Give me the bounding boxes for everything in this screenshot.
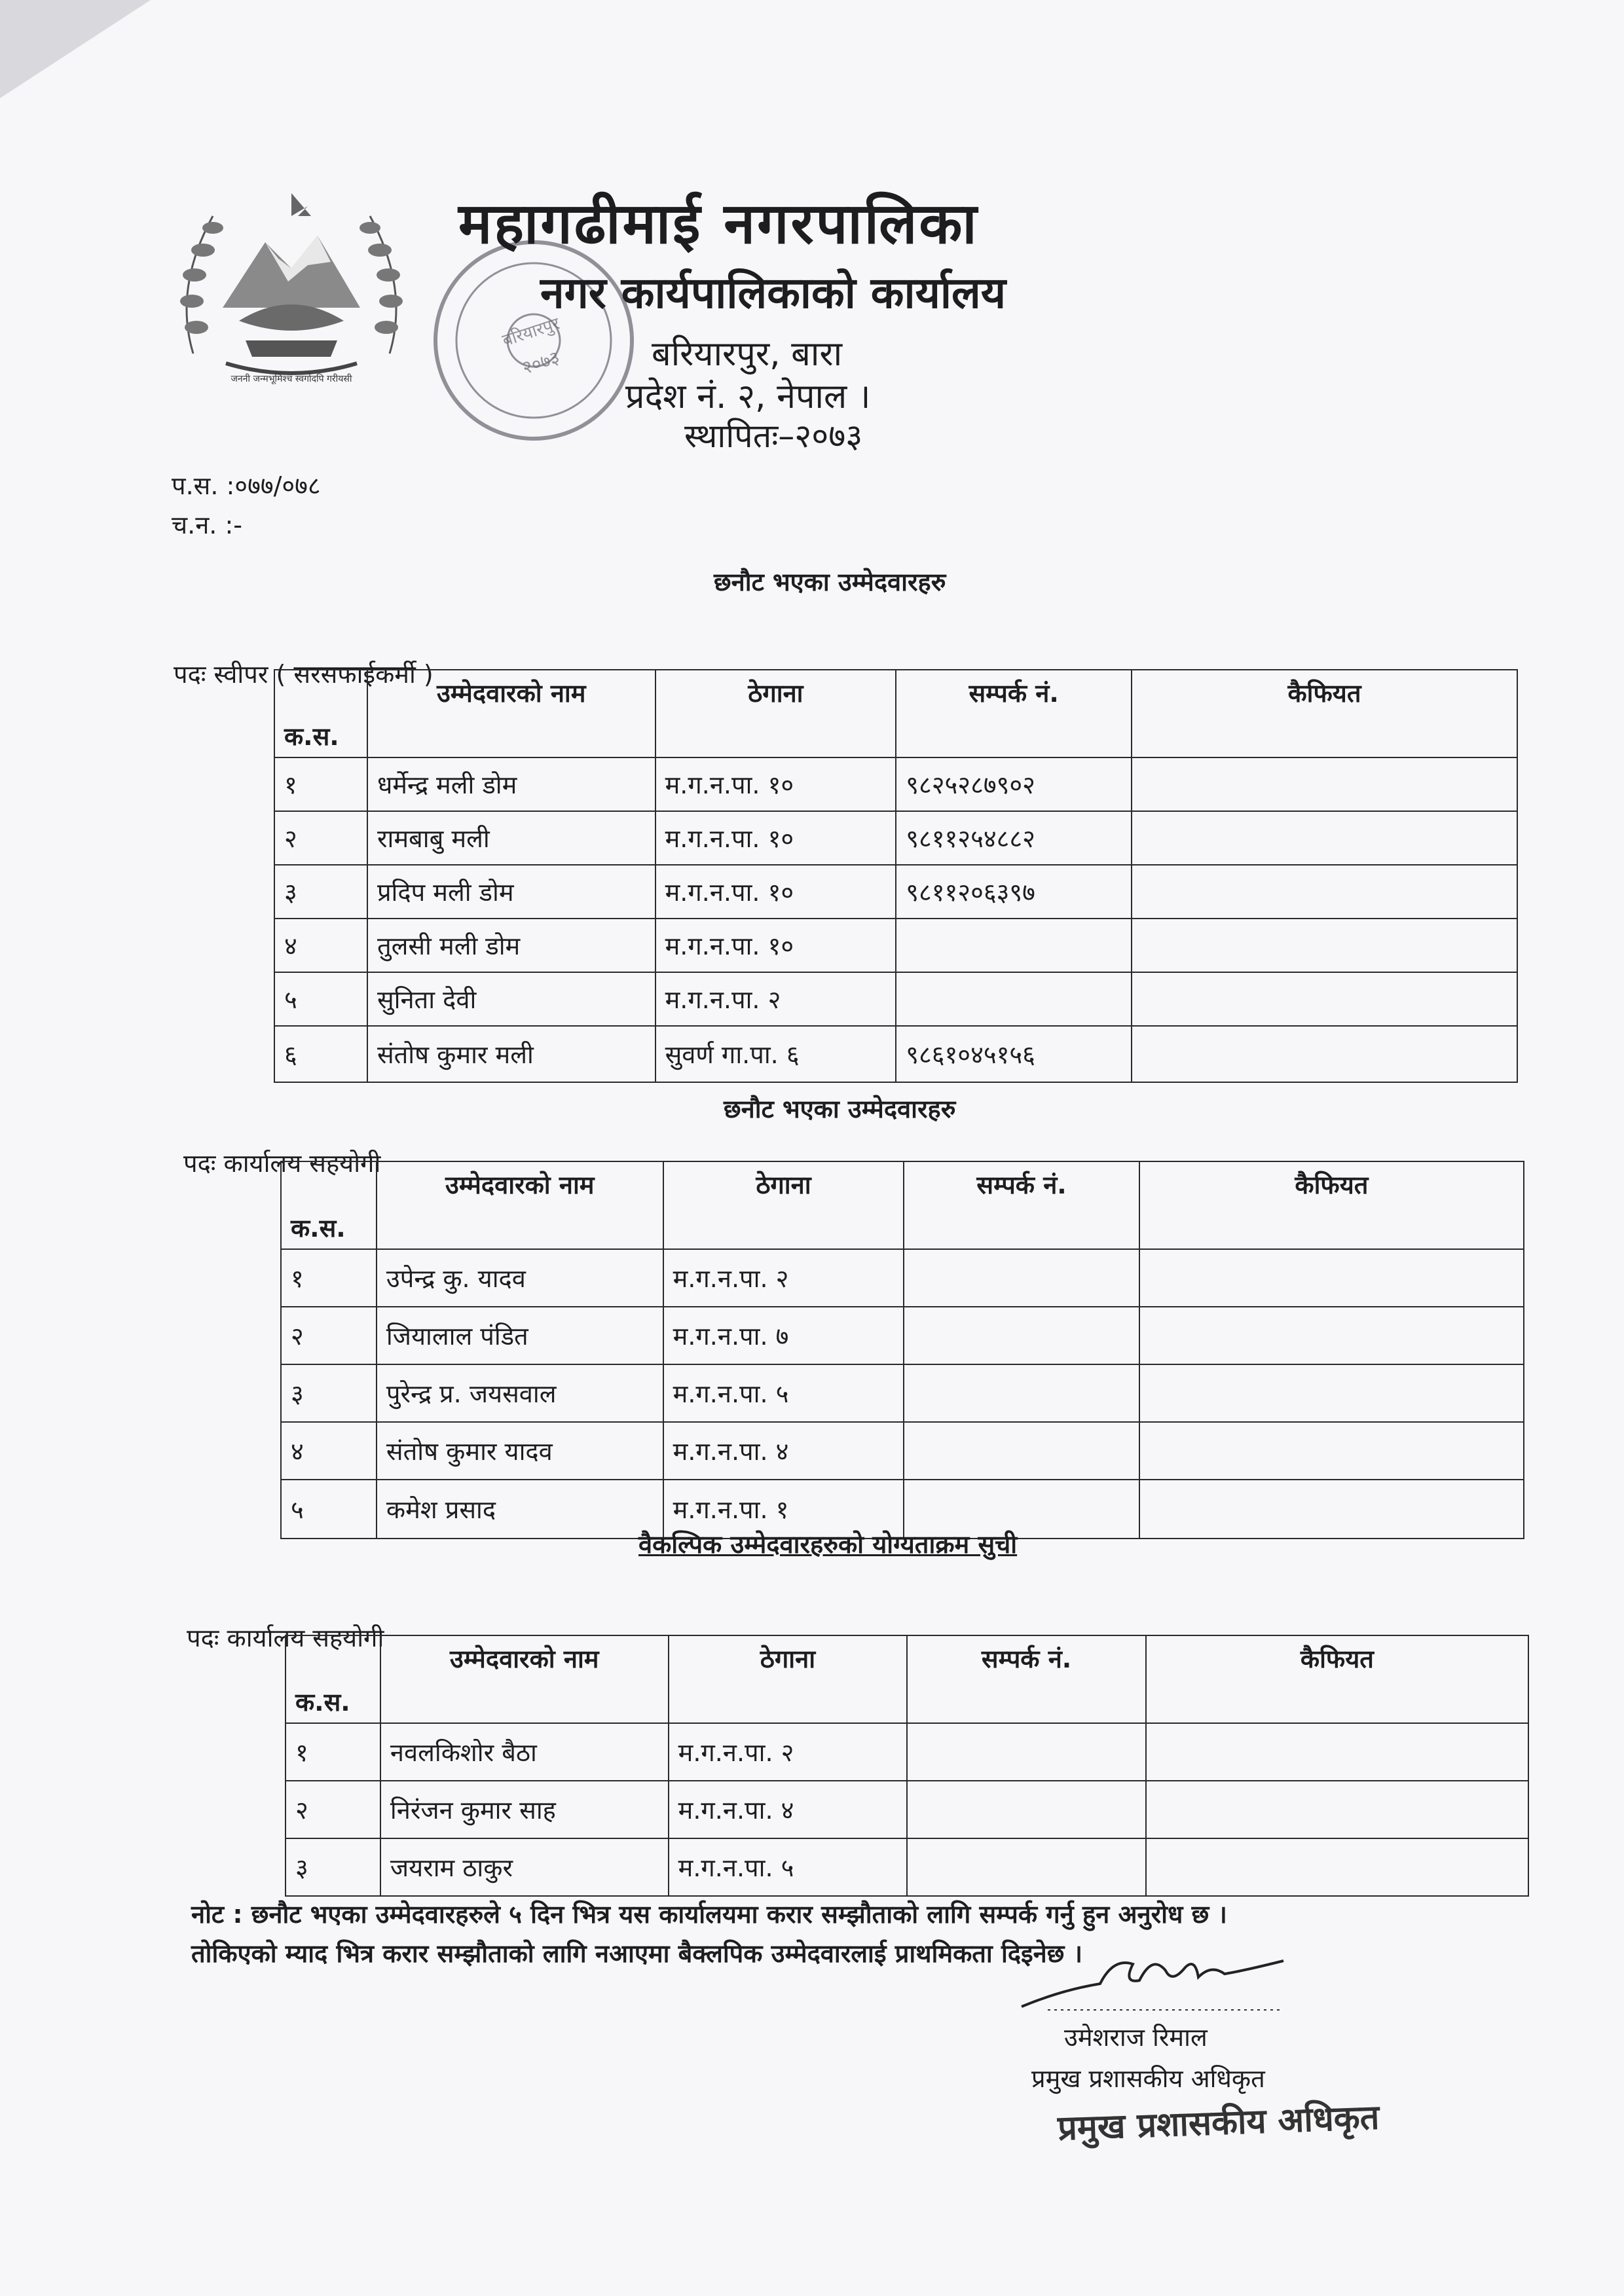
cell-sn: ४ bbox=[281, 1422, 377, 1480]
table-row bbox=[286, 1838, 1528, 1896]
table-header-row bbox=[281, 1161, 1524, 1249]
section1-table bbox=[274, 669, 1518, 1083]
table-row bbox=[274, 865, 1517, 919]
col-header-sn: क.स. bbox=[274, 670, 367, 757]
table-row bbox=[281, 1307, 1524, 1364]
cell-sn: १ bbox=[281, 1249, 377, 1307]
table-row bbox=[281, 1364, 1524, 1422]
cell-remarks bbox=[1146, 1838, 1528, 1896]
note-line-1: नोट : छनौट भएका उम्मेदवारहरुले ५ दिन भित्र यस कार्यालयमा करार सम्झौताको लागि सम्पर्क गर्नु हुन अनुरोध छ । bbox=[191, 1900, 1227, 1929]
established-year: स्थापितः–२०७३ bbox=[684, 417, 863, 455]
cell-address: म.ग.न.पा. ५ bbox=[669, 1838, 908, 1896]
cell-contact bbox=[904, 1364, 1139, 1422]
cell-name: प्रदिप मली डोम bbox=[367, 865, 655, 919]
svg-text:२०७३: २०७३ bbox=[519, 346, 563, 379]
col-header-sn: क.स. bbox=[286, 1635, 380, 1723]
section2-title: छनौट भएका उम्मेदवारहरु bbox=[724, 1095, 956, 1123]
table-row bbox=[274, 972, 1517, 1026]
cell-address: म.ग.न.पा. ४ bbox=[669, 1781, 908, 1838]
cell-contact bbox=[904, 1422, 1139, 1480]
cell-contact: ९८११२०६३९७ bbox=[896, 865, 1132, 919]
cell-sn: ४ bbox=[274, 919, 367, 972]
cell-contact bbox=[896, 972, 1132, 1026]
note-line-2: तोकिएको म्याद भित्र करार सम्झौताको लागि नआएमा बैक्लपिक उम्मेदवारलाई प्राथमिकता दिइनेछ । bbox=[191, 1939, 1083, 1968]
cell-name: कमेश प्रसाद bbox=[377, 1480, 663, 1539]
col-header-remarks: कैफियत bbox=[1146, 1635, 1528, 1723]
office-subtitle: नगर कार्यपालिकाको कार्यालय bbox=[540, 268, 1006, 318]
cell-name: धर्मेन्द्र मली डोम bbox=[367, 757, 655, 811]
cell-address: म.ग.न.पा. २ bbox=[669, 1723, 908, 1781]
page-corner-fold bbox=[0, 0, 151, 98]
cell-contact: ९८२५२८७९०२ bbox=[896, 757, 1132, 811]
cell-name: पुरेन्द्र प्र. जयसवाल bbox=[377, 1364, 663, 1422]
cell-name: जियालाल पंडित bbox=[377, 1307, 663, 1364]
emblem-caption: जननी जन्मभूमिश्च स्वर्गादपि गरीयसी bbox=[231, 374, 352, 384]
cell-sn: २ bbox=[286, 1781, 380, 1838]
section2-post: पदः कार्यालय सहयोगी bbox=[183, 1149, 381, 1178]
section3-post: पदः कार्यालय सहयोगी bbox=[187, 1624, 384, 1652]
dispatch-number: च.न. :- bbox=[172, 511, 242, 539]
cell-sn: ६ bbox=[274, 1026, 367, 1082]
cell-address: म.ग.न.पा. २ bbox=[655, 972, 896, 1026]
col-header-sn: क.स. bbox=[281, 1161, 377, 1249]
cell-name: निरंजन कुमार साह bbox=[380, 1781, 669, 1838]
cell-address: म.ग.न.पा. १० bbox=[655, 811, 896, 865]
cell-sn: १ bbox=[274, 757, 367, 811]
cell-remarks bbox=[1139, 1422, 1524, 1480]
cell-remarks bbox=[1132, 1026, 1517, 1082]
cell-address: म.ग.न.पा. ७ bbox=[663, 1307, 904, 1364]
table-row bbox=[274, 811, 1517, 865]
cell-sn: ५ bbox=[281, 1480, 377, 1539]
cell-address: म.ग.न.पा. १० bbox=[655, 757, 896, 811]
cell-remarks bbox=[1139, 1249, 1524, 1307]
cell-name: संतोष कुमार मली bbox=[367, 1026, 655, 1082]
cell-address: म.ग.न.पा. १० bbox=[655, 919, 896, 972]
cell-remarks bbox=[1146, 1723, 1528, 1781]
col-header-contact: सम्पर्क नं. bbox=[907, 1635, 1146, 1723]
cell-contact bbox=[896, 919, 1132, 972]
table-header-row bbox=[274, 670, 1517, 757]
signatory-name: उमेशराज रिमाल bbox=[1064, 2023, 1208, 2052]
table-row bbox=[274, 1026, 1517, 1082]
table-row bbox=[281, 1422, 1524, 1480]
cell-address: म.ग.न.पा. १० bbox=[655, 865, 896, 919]
cell-remarks bbox=[1132, 919, 1517, 972]
cell-name: तुलसी मली डोम bbox=[367, 919, 655, 972]
table-row bbox=[286, 1781, 1528, 1838]
section3-table bbox=[285, 1635, 1529, 1897]
signatory-title: प्रमुख प्रशासकीय अधिकृत bbox=[1031, 2064, 1265, 2093]
nepal-emblem-icon bbox=[167, 190, 416, 386]
cell-address: म.ग.न.पा. १ bbox=[663, 1480, 904, 1539]
cell-name: जयराम ठाकुर bbox=[380, 1838, 669, 1896]
cell-contact bbox=[907, 1838, 1146, 1896]
cell-name: रामबाबु मली bbox=[367, 811, 655, 865]
cell-name: सुनिता देवी bbox=[367, 972, 655, 1026]
table-row bbox=[281, 1249, 1524, 1307]
col-header-remarks: कैफियत bbox=[1132, 670, 1517, 757]
address-line-1: बरियारपुर, बारा bbox=[652, 335, 843, 374]
cell-remarks bbox=[1132, 865, 1517, 919]
table-row bbox=[274, 757, 1517, 811]
col-header-name: उम्मेदवारको नाम bbox=[367, 670, 655, 757]
col-header-remarks: कैफियत bbox=[1139, 1161, 1524, 1249]
cell-address: सुवर्ण गा.पा. ६ bbox=[655, 1026, 896, 1082]
table-row bbox=[274, 919, 1517, 972]
cell-remarks bbox=[1139, 1480, 1524, 1539]
cell-sn: ३ bbox=[286, 1838, 380, 1896]
cell-name: नवलकिशोर बैठा bbox=[380, 1723, 669, 1781]
cell-name: उपेन्द्र कु. यादव bbox=[377, 1249, 663, 1307]
cell-remarks bbox=[1139, 1364, 1524, 1422]
cell-name: संतोष कुमार यादव bbox=[377, 1422, 663, 1480]
col-header-contact: सम्पर्क नं. bbox=[896, 670, 1132, 757]
cell-sn: २ bbox=[281, 1307, 377, 1364]
cell-address: म.ग.न.पा. ५ bbox=[663, 1364, 904, 1422]
section1-post: पदः स्वीपर ( सरसफाईकर्मी ) bbox=[174, 660, 434, 689]
cell-contact: ९८६१०४५१५६ bbox=[896, 1026, 1132, 1082]
col-header-name: उम्मेदवारको नाम bbox=[380, 1635, 669, 1723]
col-header-address: ठेगाना bbox=[663, 1161, 904, 1249]
cell-sn: ३ bbox=[281, 1364, 377, 1422]
municipality-title: महागढीमाई नगरपालिका bbox=[458, 191, 979, 257]
cell-sn: ३ bbox=[274, 865, 367, 919]
col-header-name: उम्मेदवारको नाम bbox=[377, 1161, 663, 1249]
cell-remarks bbox=[1132, 811, 1517, 865]
cell-remarks bbox=[1146, 1781, 1528, 1838]
cell-remarks bbox=[1132, 972, 1517, 1026]
svg-text:बरियारपुर: बरियारपुर bbox=[500, 314, 563, 351]
reference-number: प.स. :०७७/०७८ bbox=[172, 471, 321, 500]
section1-title: छनौट भएका उम्मेदवारहरु bbox=[714, 568, 946, 596]
col-header-address: ठेगाना bbox=[655, 670, 896, 757]
cell-sn: १ bbox=[286, 1723, 380, 1781]
section2-table bbox=[280, 1161, 1524, 1539]
cell-contact: ९८११२५४८८२ bbox=[896, 811, 1132, 865]
cell-address: म.ग.न.पा. २ bbox=[663, 1249, 904, 1307]
cell-contact bbox=[907, 1723, 1146, 1781]
cell-remarks bbox=[1132, 757, 1517, 811]
cell-sn: २ bbox=[274, 811, 367, 865]
cell-sn: ५ bbox=[274, 972, 367, 1026]
designation-stamp: प्रमुख प्रशासकीय अधिकृत bbox=[1057, 2098, 1380, 2149]
cell-contact bbox=[904, 1249, 1139, 1307]
address-line-2: प्रदेश नं. २, नेपाल । bbox=[625, 377, 871, 416]
col-header-address: ठेगाना bbox=[669, 1635, 908, 1723]
cell-address: म.ग.न.पा. ४ bbox=[663, 1422, 904, 1480]
col-header-contact: सम्पर्क नं. bbox=[904, 1161, 1139, 1249]
section3-title: वैकल्पिक उम्मेदवारहरुको योग्यताक्रम सुची bbox=[638, 1530, 1018, 1559]
cell-remarks bbox=[1139, 1307, 1524, 1364]
table-header-row bbox=[286, 1635, 1528, 1723]
cell-contact bbox=[904, 1307, 1139, 1364]
handwritten-signature bbox=[1008, 1944, 1297, 2016]
cell-contact bbox=[907, 1781, 1146, 1838]
table-row bbox=[286, 1723, 1528, 1781]
